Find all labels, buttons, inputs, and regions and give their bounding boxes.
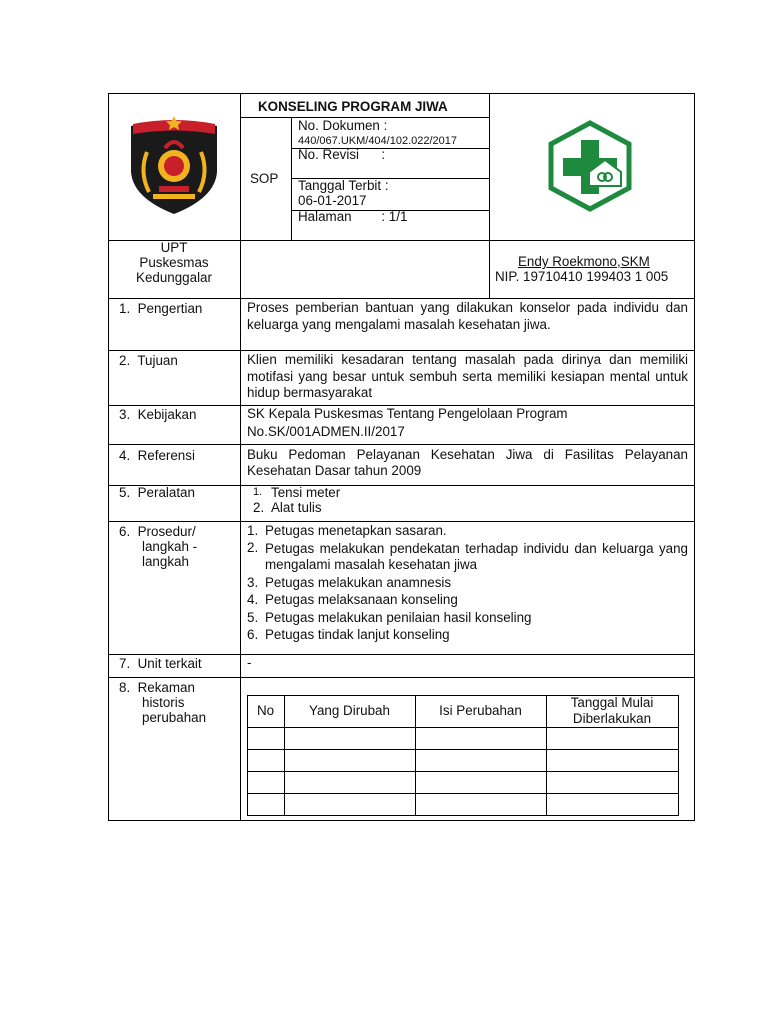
issue-date-value: 06-01-2017 xyxy=(298,193,367,208)
text-kebijakan-line1: SK Kepala Puskesmas Tentang Pengelolaan Program xyxy=(247,406,568,421)
sep-8 xyxy=(108,677,695,678)
org-line-3: Kedunggalar xyxy=(136,270,212,285)
list-item: 1. Petugas menetapkan sasaran. xyxy=(247,523,447,538)
doc-number-value: 440/067.UKM/404/102.022/2017 xyxy=(298,135,458,147)
list-item: 2. Petugas melakukan pendekatan terhadap individu dan keluarga yang mengalami masalah kesehatan jiwa xyxy=(247,539,688,572)
org-line-2: Puskesmas xyxy=(139,255,209,270)
text-referensi: Buku Pedoman Pelayanan Kesehatan Jiwa di Fasilitas Pelayanan Kesehatan Dasar tahun 2009 xyxy=(247,447,688,478)
list-item: 1. Tensi meter xyxy=(253,485,341,500)
prosedur-step-4: Petugas melaksanaan konseling xyxy=(265,592,458,607)
ht-col4 xyxy=(678,695,679,816)
ht-row1 xyxy=(247,727,679,728)
ht-row2 xyxy=(247,749,679,750)
prosedur-step-3: Petugas melakukan anamnesis xyxy=(265,574,452,590)
puskesmas-logo-icon xyxy=(545,120,635,212)
sop-label: SOP xyxy=(250,171,279,186)
border-right xyxy=(694,93,695,820)
label-pengertian: 1. Pengertian xyxy=(119,301,203,316)
list-item: 4. Petugas melaksanaan konseling xyxy=(247,592,458,607)
sep-2 xyxy=(108,350,695,351)
list-item: 5. Petugas melakukan penilaian hasil konseling xyxy=(247,609,532,625)
label-prosedur-2: langkah - xyxy=(142,539,198,554)
doc-number-label: No. Dokumen : xyxy=(298,118,388,133)
peralatan-list xyxy=(253,485,683,515)
text-unit-terkait: - xyxy=(247,655,252,670)
issue-date-label: Tanggal Terbit : xyxy=(298,178,389,193)
revision-label: No. Revisi : xyxy=(298,147,386,162)
label-prosedur-1: 6. Prosedur/ xyxy=(119,524,196,539)
label-rekaman-2: historis xyxy=(142,695,185,710)
prosedur-step-1: Petugas menetapkan sasaran. xyxy=(265,523,447,538)
label-rekaman-1: 8. Rekaman xyxy=(119,680,195,695)
label-unit-terkait: 7. Unit terkait xyxy=(119,656,202,671)
ht-row4 xyxy=(247,793,679,794)
text-pengertian: Proses pemberian bantuan yang dilakukan konselor pada individu dan keluarga yang mengalami masalah kesehatan jiwa. xyxy=(247,300,688,332)
border-left xyxy=(108,93,109,820)
list-item: 3. Petugas melakukan anamnesis xyxy=(247,574,452,590)
divider-logo-column xyxy=(489,93,490,298)
ht-bottom xyxy=(247,815,679,816)
signer-nip: NIP. 19710410 199403 1 005 xyxy=(495,269,669,284)
prosedur-step-2: Petugas melakukan pendekatan terhadap individu dan keluarga yang mengalami masalah kesehatan jiwa xyxy=(265,540,688,572)
text-kebijakan-line2: No.SK/001ADMEN.II/2017 xyxy=(247,424,405,439)
sep-1 xyxy=(108,298,695,299)
label-rekaman-3: perubahan xyxy=(142,710,207,725)
table-header-yang-dirubah: Yang Dirubah xyxy=(309,703,390,718)
table-header-tanggal-1: Tanggal Mulai xyxy=(570,695,654,710)
prosedur-list xyxy=(247,522,688,644)
label-referensi: 4. Referensi xyxy=(119,448,195,463)
document-title: KONSELING PROGRAM JIWA xyxy=(258,99,448,114)
divider-label-column xyxy=(240,93,241,820)
label-prosedur-3: langkah xyxy=(142,554,189,569)
border-bottom xyxy=(108,820,695,821)
regency-emblem-icon xyxy=(125,114,223,216)
prosedur-step-6: Petugas tindak lanjut konseling xyxy=(265,627,450,642)
peralatan-item-2: Alat tulis xyxy=(271,500,322,515)
table-header-no: No xyxy=(256,703,275,718)
page-count: Halaman : 1/1 xyxy=(298,209,408,224)
prosedur-step-5: Petugas melakukan penilaian hasil konseling xyxy=(265,609,532,625)
peralatan-item-1: Tensi meter xyxy=(271,485,341,500)
table-header-tanggal-2: Diberlakukan xyxy=(572,711,652,726)
label-tujuan: 2. Tujuan xyxy=(119,353,178,368)
list-item: 2. Alat tulis xyxy=(253,500,322,515)
label-kebijakan: 3. Kebijakan xyxy=(119,407,197,422)
ht-row3 xyxy=(247,771,679,772)
table-header-isi-perubahan: Isi Perubahan xyxy=(439,703,522,718)
list-item: 6. Petugas tindak lanjut konseling xyxy=(247,627,450,642)
border-top xyxy=(108,93,695,94)
org-line-1: UPT xyxy=(160,240,188,255)
signer-name: Endy Roekmono,SKM xyxy=(518,254,650,269)
text-tujuan: Klien memiliki kesadaran tentang masalah pada dirinya dan memiliki motifasi yang besar untuk sembuh serta memiliki kesiapan mental untuk hidup bermasyarakat xyxy=(247,352,688,400)
sep-7 xyxy=(108,654,695,655)
label-peralatan: 5. Peralatan xyxy=(119,485,195,500)
sep-4 xyxy=(108,444,695,445)
